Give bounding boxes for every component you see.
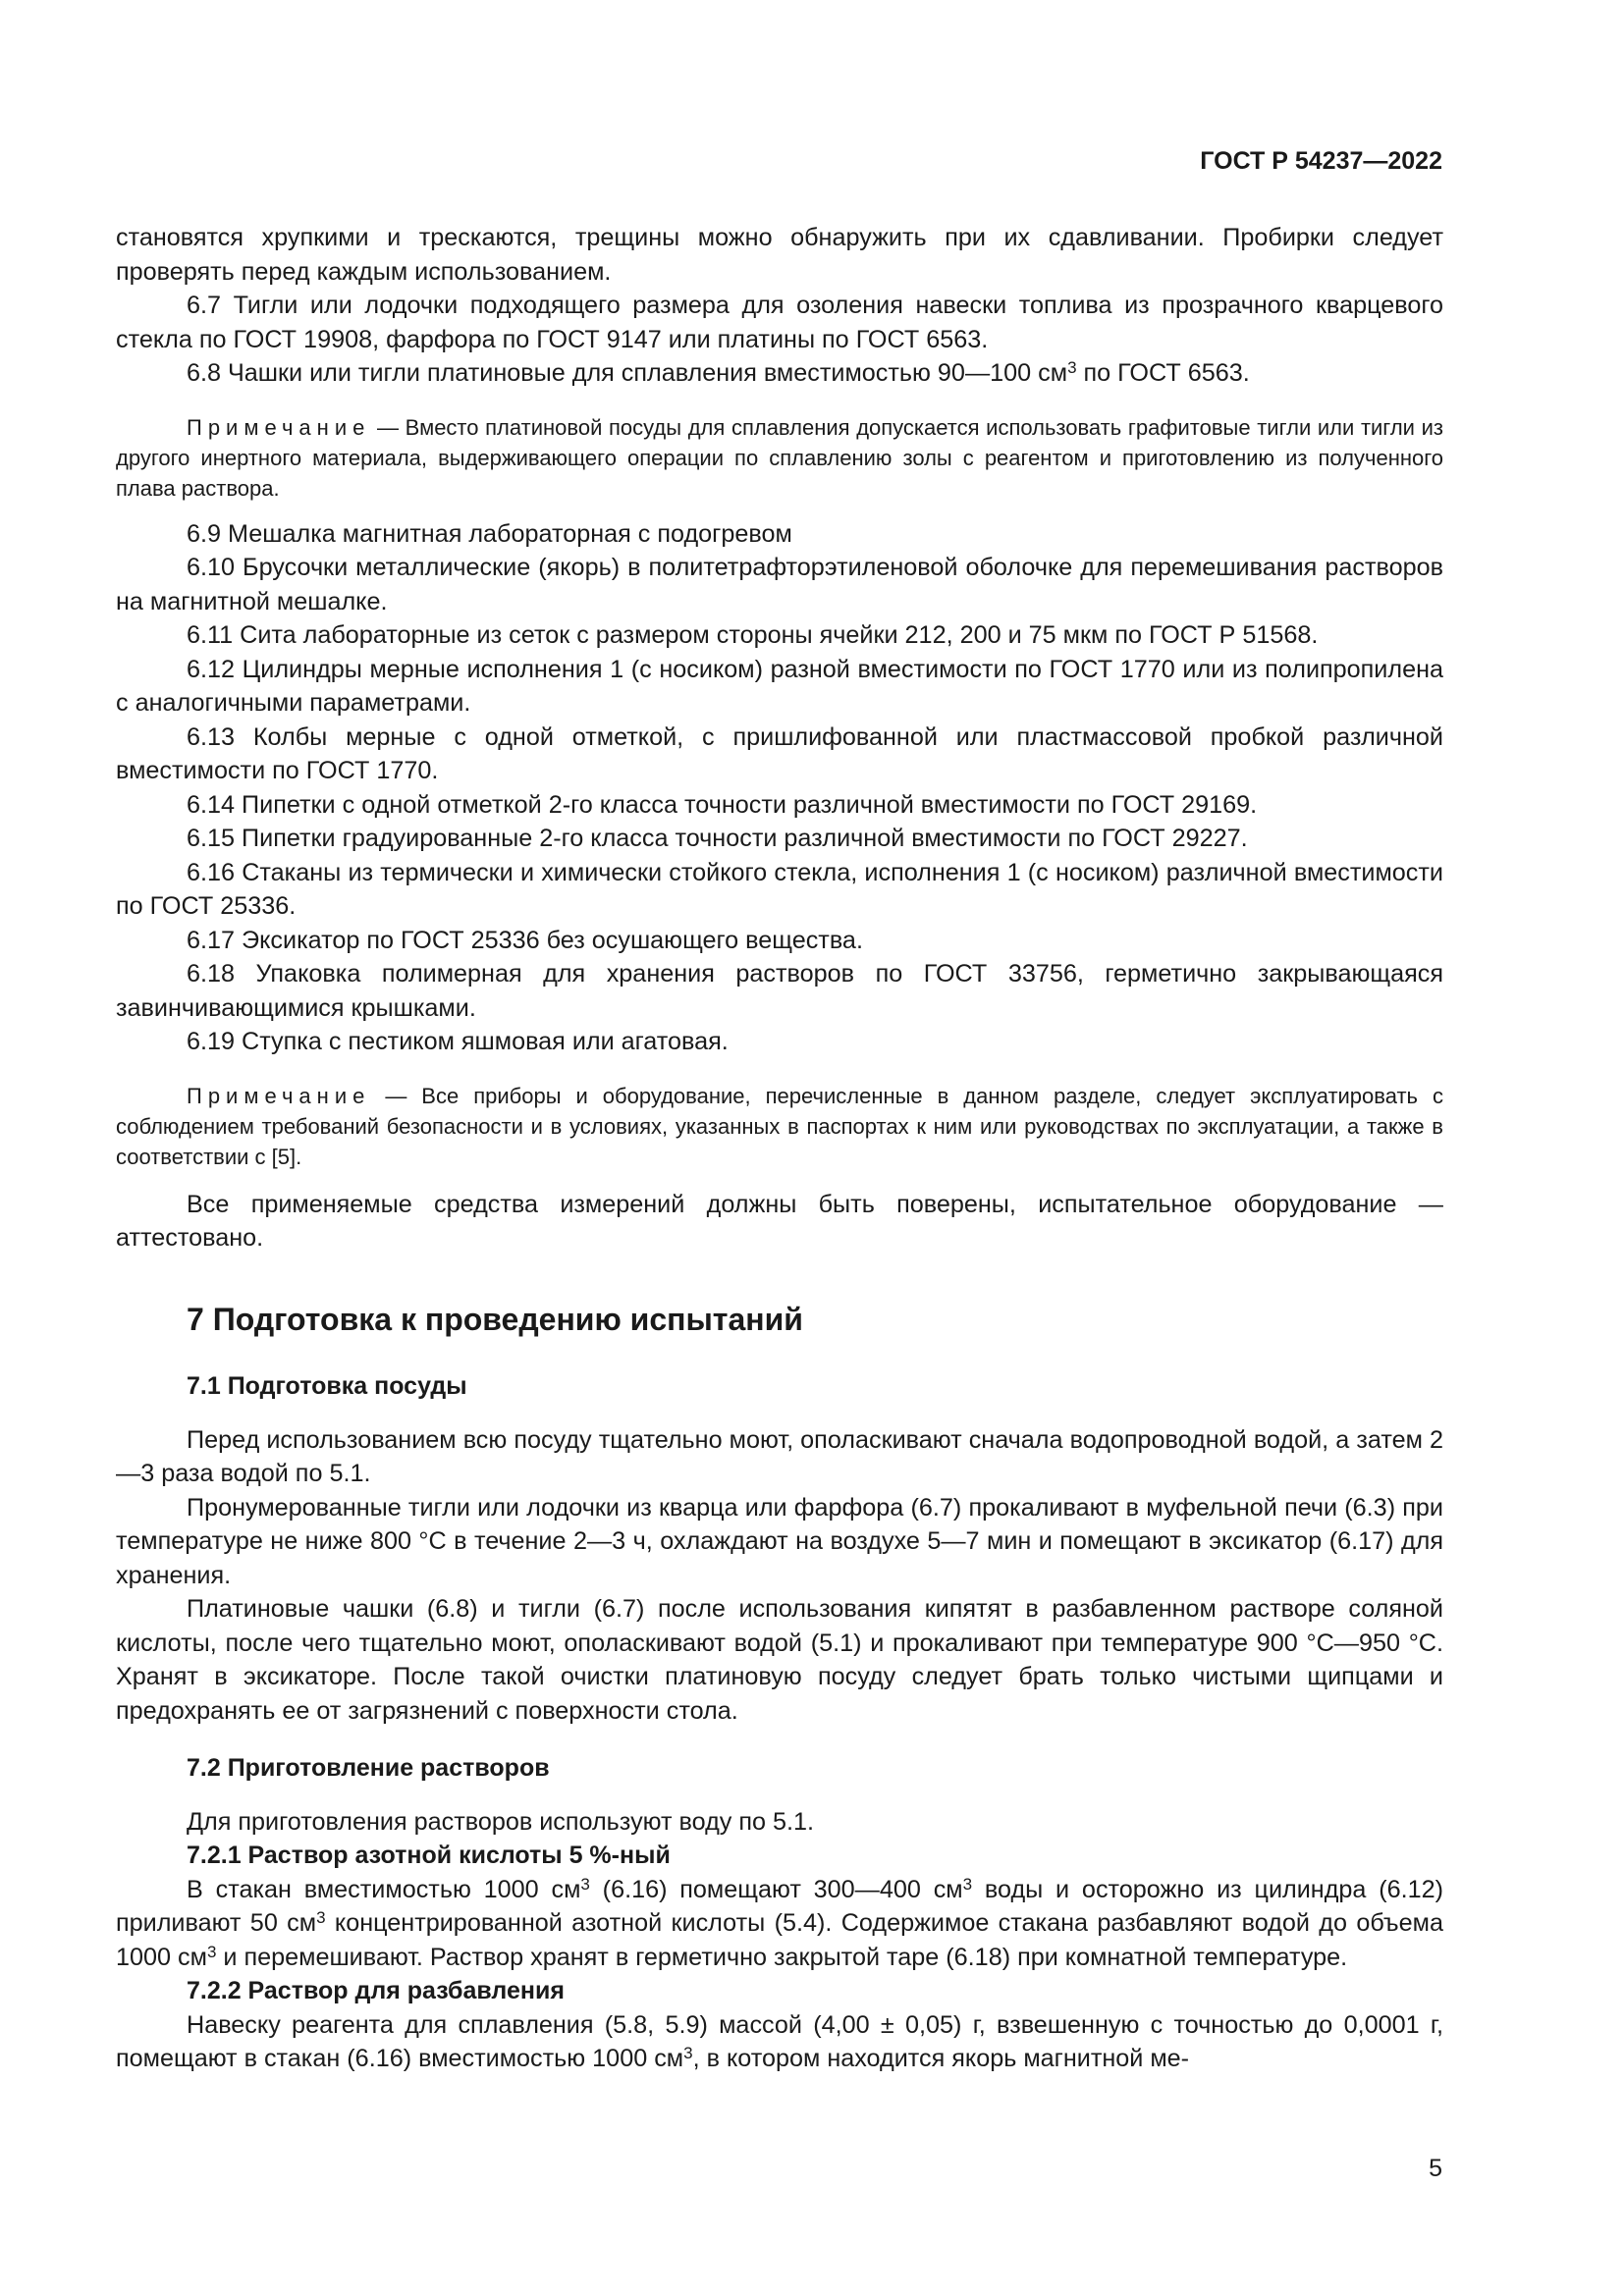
section-7-title: 7 Подготовка к проведению испытаний — [187, 1301, 803, 1337]
item-6-17: 6.17 Эксикатор по ГОСТ 25336 без осушающего вещества. — [187, 926, 863, 954]
item-6-11: 6.11 Сита лабораторные из сеток с размером стороны ячейки 212, 200 и 75 мкм по ГОСТ Р 51568. — [187, 621, 1319, 649]
standard-header: ГОСТ Р 54237—2022 — [1200, 147, 1442, 175]
item-6-14: 6.14 Пипетки с одной отметкой 2-го класса точности различной вместимости по ГОСТ 29169. — [187, 790, 1258, 819]
item-6-7: 6.7 Тигли или лодочки подходящего размера для озоления навески топлива из прозрачного кварцевого стекла по ГОСТ 19908, фарфора по ГОСТ 9147 или платины по ГОСТ 6563. — [116, 292, 1443, 353]
item-6-10: 6.10 Брусочки металлические (якорь) в политетрафторэтиленовой оболочке для перемешивания растворов на магнитной мешалке. — [116, 554, 1443, 615]
item-6-8: 6.8 Чашки или тигли платиновые для сплавления вместимостью 90—100 $см^3$ по ГОСТ 6563. — [187, 358, 1250, 387]
item-6-16: 6.16 Стаканы из термически и химически стойкого стекла, исполнения 1 (с носиком) различной вместимости по ГОСТ 25336. — [116, 858, 1443, 920]
item-6-9: 6.9 Мешалка магнитная лабораторная с подогревом — [187, 519, 792, 548]
paragraph-7-2: Для приготовления растворов используют воду по 5.1. — [187, 1807, 815, 1836]
item-6-13: 6.13 Колбы мерные с одной отметкой, с пришлифованной или пластмассовой пробкой различной вместимости по ГОСТ 1770. — [116, 722, 1443, 784]
item-6-12: 6.12 Цилиндры мерные исполнения 1 (с носиком) разной вместимости по ГОСТ 1770 или из полипропилена с аналогичными параметрами. — [116, 655, 1443, 717]
paragraph-7-2-2: Навеску реагента для сплавления (5.8, 5.9) массой (4,00 ± 0,05) г, взвешенную с точностью до 0,0001 г, помещают в стакан (6.16) вместимостью 1000 $см^3$, в котором находится якорь магнитной ме- — [116, 2010, 1443, 2072]
section-7-1-title: 7.1 Подготовка посуды — [187, 1372, 467, 1400]
section-7-2-2-title: 7.2.2 Раствор для разбавления — [187, 1977, 565, 2004]
note-label: Примечание — [187, 414, 371, 440]
item-6-15: 6.15 Пипетки градуированные 2-го класса точности различной вместимости по ГОСТ 29227. — [187, 825, 1248, 852]
section-7-2-title: 7.2 Приготовление растворов — [187, 1754, 550, 1782]
section-7-2-1-title: 7.2.1 Раствор азотной кислоты 5 %-ный — [187, 1842, 671, 1869]
paragraph-7-1-3: Платиновые чашки (6.8) и тигли (6.7) после использования кипятят в разбавленном растворе соляной кислоты, после чего тщательно моют, ополаскивают водой (5.1) и прокаливают при температуре 900 °С—950 °С. Хранят в эксикаторе. После такой очистки платиновую посуду следует брать только чистыми щипцами и предохранять ее от загрязнений с поверхности стола. — [116, 1595, 1443, 1725]
paragraph-7-1-1: Перед использованием всю посуду тщательно моют, ополаскивают сначала водопроводной водой, а затем 2—3 раза водой по 5.1. — [116, 1425, 1443, 1487]
paragraph-continuation: становятся хрупкими и трескаются, трещины можно обнаружить при их сдавливании. Пробирки следует проверять перед каждым использованием. — [116, 224, 1443, 286]
note-1: Примечание — Вместо платиновой посуды для сплавления допускается использовать графитовые тигли или тигли из другого инертного материала, выдерживающего операции по сплавлению золы с реагентом и приготовлению из полученного плава раствора. — [116, 414, 1443, 501]
paragraph-7-2-1: В стакан вместимостью 1000 $см^3$ (6.16) помещают 300—400 $см^3$ воды и осторожно из цилиндра (6.12) приливают 50 $см^3$ концентрированной азотной кислоты (5.4). Содержимое стакана разбавляют водой до объема 1000 $см^3$ и перемешивают. Раствор хранят в герметично закрытой таре (6.18) при комнатной температуре. — [116, 1874, 1444, 1971]
item-6-18: 6.18 Упаковка полимерная для хранения растворов по ГОСТ 33756, герметично закрывающаяся завинчивающимися крышками. — [116, 960, 1443, 1022]
paragraph-7-1-2: Пронумерованные тигли или лодочки из кварца или фарфора (6.7) прокаливают в муфельной печи (6.3) при температуре не ниже 800 °С в течение 2—3 ч, охлаждают на воздухе 5—7 мин и помещают в эксикатор (6.17) для хранения. — [116, 1493, 1443, 1589]
note-2: Примечание — Все приборы и оборудование, перечисленные в данном разделе, следует эксплуатировать с соблюдением требований безопасности и в условиях, указанных в паспортах к ним или руководствах по эксплуатации, а также в соответствии с [5]. — [116, 1083, 1443, 1169]
verification-paragraph: Все применяемые средства измерений должны быть поверены, испытательное оборудование — аттестовано. — [116, 1190, 1443, 1252]
page-content — [116, 221, 1443, 2076]
page-number: 5 — [1429, 2155, 1442, 2182]
item-6-19: 6.19 Ступка с пестиком яшмовая или агатовая. — [187, 1028, 729, 1055]
note-label: Примечание — [187, 1083, 371, 1108]
